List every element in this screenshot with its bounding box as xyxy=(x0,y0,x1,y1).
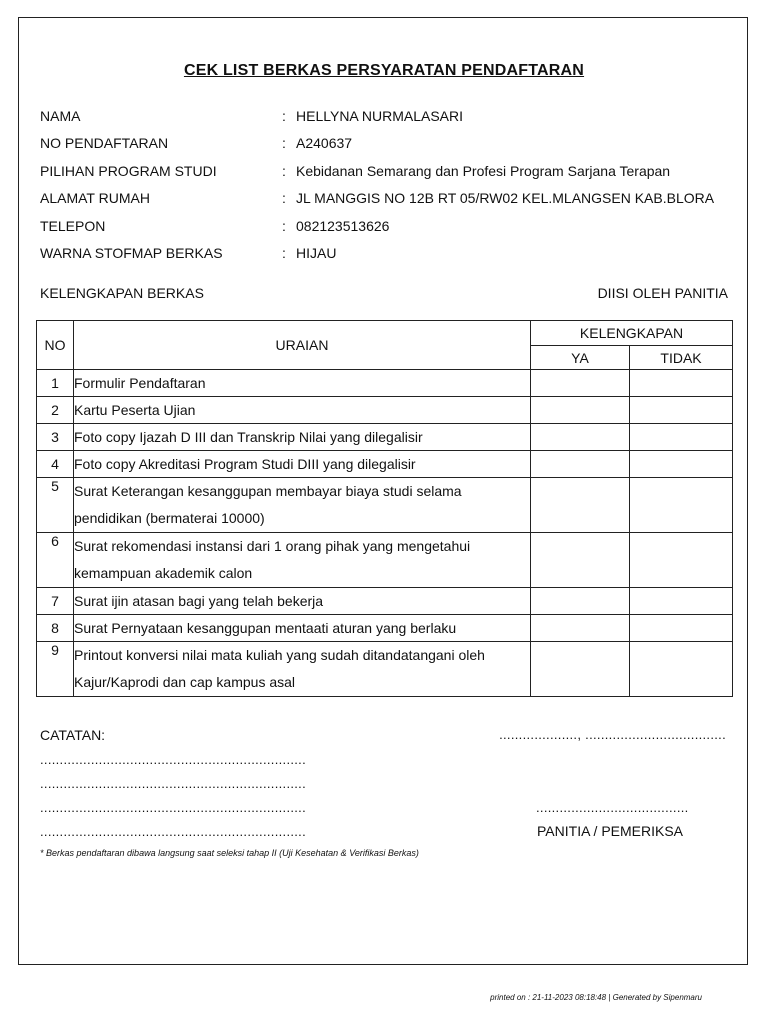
row-description: Surat rekomendasi instansi dari 1 orang pihak yang mengetahui kemampuan akademik calon xyxy=(74,533,531,588)
field-colon: : xyxy=(282,245,286,261)
filled-by-label: DIISI OLEH PANITIA xyxy=(597,285,728,301)
field-value: HELLYNA NURMALASARI xyxy=(296,108,464,124)
field-label: NAMA xyxy=(40,108,81,124)
field-colon: : xyxy=(282,108,286,124)
ya-cell[interactable] xyxy=(531,588,630,615)
tidak-cell[interactable] xyxy=(630,451,733,478)
ya-cell[interactable] xyxy=(531,478,630,533)
row-description: Surat Keterangan kesanggupan membayar biaya studi selama pendidikan (bermaterai 10000) xyxy=(74,478,531,533)
tidak-cell[interactable] xyxy=(630,533,733,588)
field-value: 082123513626 xyxy=(296,218,390,234)
ya-cell[interactable] xyxy=(531,451,630,478)
section-label: KELENGKAPAN BERKAS xyxy=(40,285,204,301)
table-row xyxy=(37,588,733,615)
document-title: CEK LIST BERKAS PERSYARATAN PENDAFTARAN xyxy=(183,62,585,79)
row-description: Foto copy Ijazah D III dan Transkrip Nilai yang dilegalisir xyxy=(74,424,531,451)
field-label: ALAMAT RUMAH xyxy=(40,190,150,206)
table-row xyxy=(37,370,733,397)
tidak-cell[interactable] xyxy=(630,588,733,615)
row-number: 8 xyxy=(37,615,74,642)
notes-line: .................................................................... xyxy=(40,824,307,839)
row-description: Foto copy Akreditasi Program Studi DIII yang dilegalisir xyxy=(74,451,531,478)
table-row xyxy=(37,397,733,424)
ya-cell[interactable] xyxy=(531,533,630,588)
table-row xyxy=(37,615,733,642)
place-date-line: ...................., .................................... xyxy=(499,727,726,742)
row-number: 2 xyxy=(37,397,74,424)
header-tidak: TIDAK xyxy=(630,346,733,370)
checklist-table xyxy=(36,320,733,697)
ya-cell[interactable] xyxy=(531,642,630,697)
row-number: 9 xyxy=(37,642,74,697)
header-ya: YA xyxy=(531,346,630,370)
signer-label: PANITIA / PEMERIKSA xyxy=(537,823,684,839)
row-description: Formulir Pendaftaran xyxy=(74,370,531,397)
row-description: Printout konversi nilai mata kuliah yang sudah ditandatangani oleh Kajur/Kaprodi dan cap kampus asal xyxy=(74,642,531,697)
table-row xyxy=(37,642,733,697)
field-colon: : xyxy=(282,190,286,206)
field-colon: : xyxy=(282,218,286,234)
row-number: 5 xyxy=(37,478,74,533)
header-kelengkapan: KELENGKAPAN xyxy=(531,321,733,346)
row-number: 4 xyxy=(37,451,74,478)
row-description: Surat Pernyataan kesanggupan mentaati aturan yang berlaku xyxy=(74,615,531,642)
field-label: WARNA STOFMAP BERKAS xyxy=(40,245,223,261)
notes-label: CATATAN: xyxy=(40,727,106,743)
ya-cell[interactable] xyxy=(531,615,630,642)
row-number: 6 xyxy=(37,533,74,588)
table-row xyxy=(37,451,733,478)
field-label: TELEPON xyxy=(40,218,106,234)
notes-line: .................................................................... xyxy=(40,752,307,767)
print-footer: printed on : 21-11-2023 08:18:48 | Generated by Sipenmaru xyxy=(490,993,702,1002)
row-description: Kartu Peserta Ujian xyxy=(74,397,531,424)
tidak-cell[interactable] xyxy=(630,478,733,533)
signature-line: ....................................... xyxy=(536,800,689,815)
tidak-cell[interactable] xyxy=(630,424,733,451)
header-no: NO xyxy=(37,321,74,370)
header-uraian: URAIAN xyxy=(74,321,531,370)
notes-line: .................................................................... xyxy=(40,776,307,791)
row-number: 3 xyxy=(37,424,74,451)
footnote: * Berkas pendaftaran dibawa langsung saat seleksi tahap II (Uji Kesehatan & Verifikasi Berkas) xyxy=(40,848,419,858)
row-description: Surat ijin atasan bagi yang telah bekerja xyxy=(74,588,531,615)
row-number: 7 xyxy=(37,588,74,615)
field-value: JL MANGGIS NO 12B RT 05/RW02 KEL.MLANGSEN KAB.BLORA xyxy=(296,190,715,206)
table-row xyxy=(37,533,733,588)
row-number: 1 xyxy=(37,370,74,397)
table-row xyxy=(37,478,733,533)
field-label: NO PENDAFTARAN xyxy=(40,135,169,151)
field-colon: : xyxy=(282,135,286,151)
notes-line: .................................................................... xyxy=(40,800,307,815)
tidak-cell[interactable] xyxy=(630,397,733,424)
field-value: HIJAU xyxy=(296,245,337,261)
field-value: Kebidanan Semarang dan Profesi Program Sarjana Terapan xyxy=(296,163,671,179)
ya-cell[interactable] xyxy=(531,370,630,397)
tidak-cell[interactable] xyxy=(630,615,733,642)
ya-cell[interactable] xyxy=(531,424,630,451)
field-label: PILIHAN PROGRAM STUDI xyxy=(40,163,217,179)
field-value: A240637 xyxy=(296,135,353,151)
table-row xyxy=(37,424,733,451)
tidak-cell[interactable] xyxy=(630,370,733,397)
field-colon: : xyxy=(282,163,286,179)
ya-cell[interactable] xyxy=(531,397,630,424)
tidak-cell[interactable] xyxy=(630,642,733,697)
